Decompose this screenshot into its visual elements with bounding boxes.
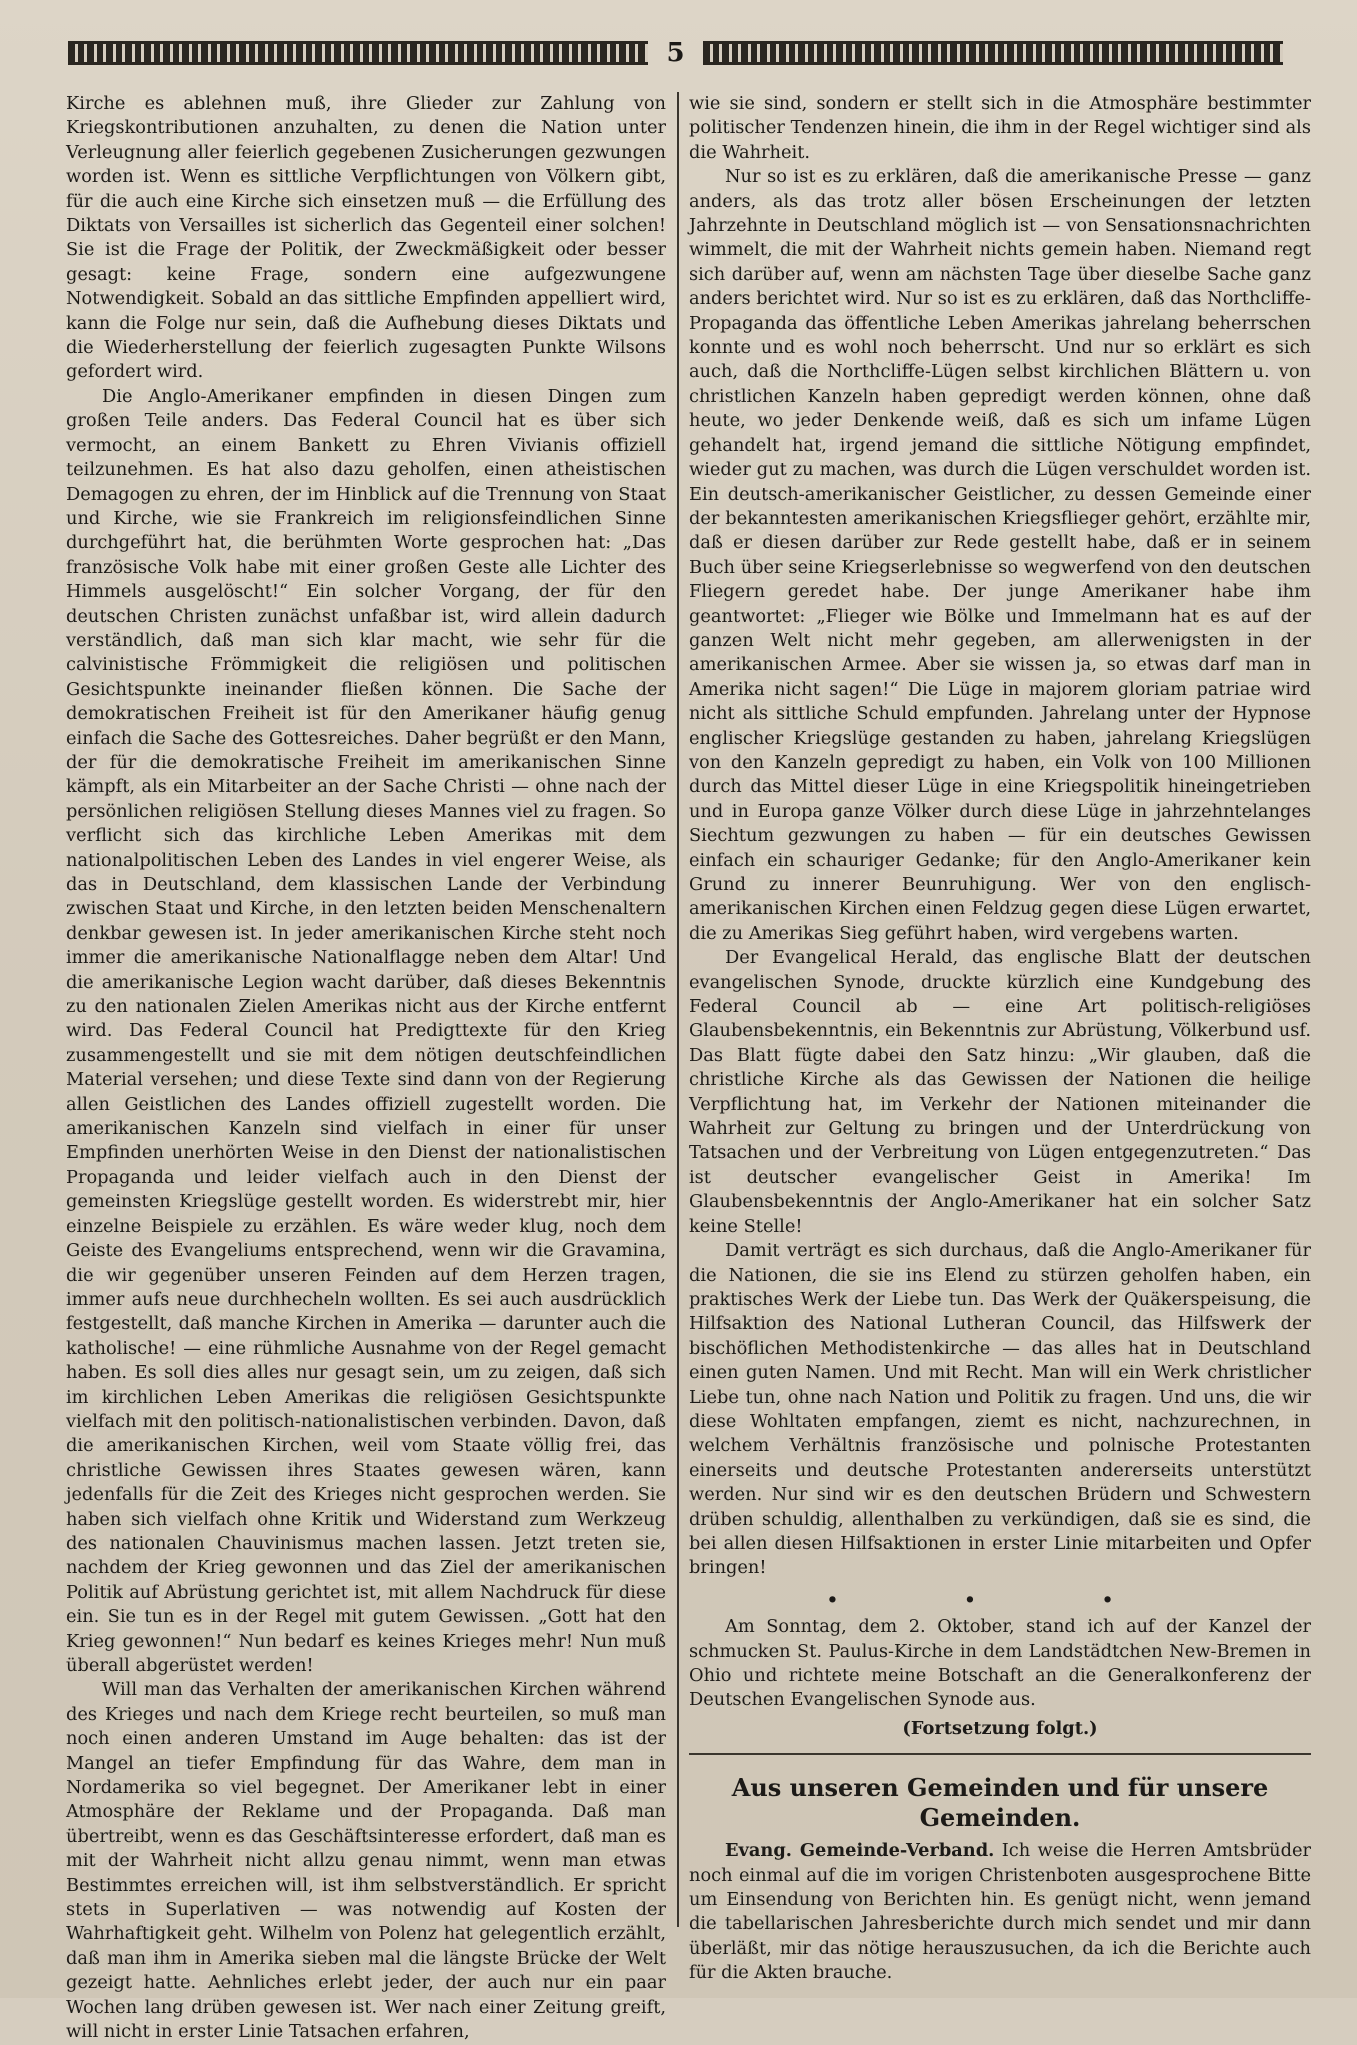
paragraph: Nur so ist es zu erklären, daß die amerikanische Presse — ganz anders, als das trotz aller bösen Erscheinungen der letzten Jahrzehnte in Deutschland möglich ist — von Sensationsnachrichten wimmelt, die mit der Wahrheit nichts gemein haben. Niemand regt sich darüber auf, wenn am nächsten Tage über dieselbe Sache ganz anders berichtet wird. Nur so ist es zu erklären, daß das Northcliffe-Propaganda das öffentliche Leben Amerikas jahrelang beherrschen konnte und es wohl noch beherrscht. Und nur so erklärt es sich auch, daß die Northcliffe-Lügen selbst kirchlichen Blättern u. von christlichen Kanzeln haben gepredigt werden können, ohne daß heute, wo jeder Denkende weiß, daß es sich um infame Lügen gehandelt hat, irgend jemand die sittliche Nötigung empfindet, wieder gut zu machen, was durch die Lügen verschuldet worden ist. Ein deutsch-amerikanischer Geistlicher, zu dessen Gemeinde einer der bekanntesten amerikanischen Kriegsflieger gehört, erzählte mir, daß er diesen darüber zur Rede gestellt habe, daß er in seinem Buch über seine Kriegserlebnisse so wegwerfend von den deutschen Fliegern geredet habe. Der junge Amerikaner habe ihm geantwortet: „Flieger wie Bölke und Immelmann hat es auf der ganzen Welt nicht mehr gegeben, am allerwenigsten in der amerikanischen Armee. Aber sie wissen ja, so etwas darf man in Amerika nicht sagen!“ Die Lüge in majorem gloriam patriae wird nicht als sittliche Schuld empfunden. Jahrelang unter der Hypnose englischer Kriegslüge gestanden zu haben, jahrelang Kriegslügen von den Kanzeln gepredigt zu haben, ein Volk von 100 Millionen durch das Mittel dieser Lüge in eine Kriegspolitik hineingetrieben und in Europa ganze Völker durch diese Lüge in jahrzehntelanges Siechtum gezwungen zu haben — für ein deutsches Gewissen einfach ein schauriger Gedanke; für den Anglo-Amerikaner kein Grund zu innerer Beunruhigung. Wer von den englisch-amerikanischen Kirchen einen Feldzug gegen diese Lügen erwartet, die zu Amerikas Sieg geführt haben, wird vergebens warten. xyxy=(689,166,1311,944)
section-text: Ich weise die Herren Amtsbrüder noch einmal auf die im vorigen Christenboten ausgesprochene Bitte um Einsendung von Berichten hin. Es genügt nicht, wenn jemand die tabellarischen Jahresberichte durch mich sendet und mir dann überläßt, mir das nötige herauszusuchen, da ich die Berichte auch für die Akten brauche. xyxy=(689,1840,1311,1984)
left-column xyxy=(66,92,666,2043)
paragraph: Die Anglo-Amerikaner empfinden in diesen Dingen zum großen Teile anders. Das Federal Council hat es über sich vermocht, an einem Bankett zu Ehren Vivianis offiziell teilzunehmen. Es hat also dazu geholfen, einen atheistischen Demagogen zu ehren, der im Hinblick auf die Trennung von Staat und Kirche, wie sie Frankreich im religionsfeindlichen Sinne durchgeführt hat, die berühmten Worte gesprochen hat: „Das französische Volk habe mit einer großen Geste alle Lichter des Himmels ausgelöscht!“ Ein solcher Vorgang, der für den deutschen Christen zunächst unfaßbar ist, wird allein dadurch verständlich, daß man sich klar macht, wie sehr für die calvinistische Frömmigkeit die religiösen und politischen Gesichtspunkte ineinander fließen können. Die Sache der demokratischen Freiheit ist für den Amerikaner häufig genug einfach die Sache des Gottesreiches. Daher begrüßt er den Mann, der für die demokratische Freiheit im amerikanischen Sinne kämpft, als ein Mitarbeiter an der Sache Christi — ohne nach der persönlichen religiösen Stellung dieses Mannes viel zu fragen. So verflicht sich das kirchliche Leben Amerikas mit dem nationalpolitischen Leben des Landes in viel engerer Weise, als das in Deutschland, dem klassischen Lande der Verbindung zwischen Staat und Kirche, in den letzten beiden Menschenaltern denkbar gewesen ist. In jeder amerikanischen Kirche steht noch immer die amerikanische Nationalflagge neben dem Altar! Und die amerikanische Legion wacht darüber, daß dieses Bekenntnis zu den nationalen Zielen Amerikas nicht aus der Kirche entfernt wird. Das Federal Council hat Predigttexte für den Krieg zusammengestellt und sie mit dem nötigen deutschfeindlichen Material versehen; und diese Texte sind dann von der Regierung allen Geistlichen des Landes offiziell zugestellt worden. Die amerikanischen Kanzeln sind vielfach in einer für unser Empfinden unerhörten Weise in den Dienst der nationalistischen Propaganda und leider vielfach auch in den Dienst der gemeinsten Kriegslüge gestellt worden. Es widerstrebt mir, hier einzelne Beispiele zu erzählen. Es wäre weder klug, noch dem Geiste des Evangeliums entsprechend, wenn wir die Gravamina, die wir gegenüber unseren Feinden auf dem Herzen tragen, immer aufs neue durchhecheln wollten. Es sei auch ausdrücklich festgestellt, daß manche Kirchen in Amerika — darunter auch die katholische! — eine rühmliche Ausnahme von der Regel gemacht haben. Es soll dies alles nur gesagt sein, um zu zeigen, daß sich im kirchlichen Leben Amerikas die religiösen Gesichtspunkte vielfach mit den politisch-nationalistischen verbinden. Davon, daß die amerikanischen Kirchen, weil vom Staate völlig frei, das christliche Gewissen ihres Staates gewesen wären, kann jedenfalls für die Zeit des Krieges nicht gesprochen werden. Sie haben sich vielfach ohne Kritik und Widerstand zum Werkzeug des nationalen Chauvinismus machen lassen. Jetzt treten sie, nachdem der Krieg gewonnen und das Ziel der amerikanischen Politik auf Abrüstung gerichtet ist, mit allem Nachdruck für diese ein. Sie tun es in der Regel mit gutem Gewissen. „Gott hat den Krieg gewonnen!“ Nun bedarf es keines Krieges mehr! Nun muß überall abgerüstet werden! xyxy=(66,385,666,1676)
header-ornament-right xyxy=(703,41,1283,65)
section-title: Aus unseren Gemeinden und für unsere Gemeinden. xyxy=(731,1773,1269,1833)
paragraph: Will man das Verhalten der amerikanischen Kirchen während des Krieges und nach dem Kriege recht beurteilen, so muß man noch einen anderen Umstand im Auge behalten: das ist der Mangel an tiefer Empfindung für das Wahre, dem man in Nordamerika so viel begegnet. Der Amerikaner lebt in einer Atmosphäre der Reklame und der Propaganda. Daß man übertreibt, wenn es das Geschäftsinteresse erfordert, daß man es mit der Wahrheit nicht allzu genau nimmt, wenn man etwas Bestimmtes erreichen will, ist ihm selbstverständlich. Er spricht stets in Superlativen — was notwendig auf Kosten der Wahrhaftigkeit geht. Wilhelm von Polenz hat gelegentlich erzählt, daß man ihm in Amerika sieben mal die längste Brücke der Welt gezeigt hatte. Aehnliches erlebt jeder, der auch nur ein paar Wochen lang drüben gewesen ist. Wer nach einer Zeitung greift, will nicht in erster Linie Tatsachen erfahren, xyxy=(66,1679,666,2043)
section-separator xyxy=(689,1753,1311,1755)
paragraph: wie sie sind, sondern er stellt sich in die Atmosphäre bestimmter politischer Tendenzen hinein, die ihm in der Regel wichtiger sind als die Wahrheit. xyxy=(689,93,1311,163)
column-divider xyxy=(677,92,679,1927)
right-column xyxy=(689,92,1311,1984)
paragraph: Der Evangelical Herald, das englische Blatt der deutschen evangelischen Synode, druckte kürzlich eine Kundgebung des Federal Council ab — eine Art politisch-religiöses Glaubensbekenntnis, ein Bekenntnis zur Abrüstung, Völkerbund usf. Das Blatt fügte dabei den Satz hinzu: „Wir glauben, daß die christliche Kirche als das Gewissen der Nationen die heilige Verpflichtung hat, im Verkehr der Nationen miteinander die Wahrheit zur Geltung zu bringen und der Unterdrückung von Tatsachen und der Verbreitung von Lügen entgegenzutreten.“ Das ist deutscher evangelischer Geist in Amerika! Im Glaubensbekenntnis der Anglo-Amerikaner hat ein solcher Satz keine Stelle! xyxy=(689,947,1311,1237)
section-lead: Evang. Gemeinde-Verband. xyxy=(725,1840,995,1862)
page-number: 5 xyxy=(666,38,685,68)
paragraph: Damit verträgt es sich durchaus, daß die Anglo-Amerikaner für die Nationen, die sie ins Elend zu stürzen geholfen haben, ein praktisches Werk der Liebe tun. Das Werk der Quäkerspeisung, die Hilfsaktion des National Lutheran Council, das Hilfswerk der bischöflichen Methodistenkirche — das alles hat in Deutschland einen guten Namen. Und mit Recht. Man will ein Werk christlicher Liebe tun, ohne nach Nation und Politik zu fragen. Und uns, die wir diese Wohltaten empfangen, ziemt es nicht, nachzurechnen, in welchem Verhältnis französische und polnische Protestanten einerseits und deutsche Protestanten andererseits unterstützt werden. Nur sind wir es den deutschen Brüdern und Schwestern drüben schuldig, allenthalben zu verkündigen, daß sie es sind, die bei allen diesen Hilfsaktionen in erster Linie mitarbeiten und Opfer bringen! xyxy=(689,1240,1311,1579)
section-break-dots: • • • xyxy=(826,1589,1174,1611)
continued-note: (Fortsetzung folgt.) xyxy=(902,1717,1098,1739)
closing-paragraph: Am Sonntag, dem 2. Oktober, stand ich auf der Kanzel der schmucken St. Paulus-Kirche in dem Landstädtchen New-Bremen in Ohio und richtete meine Botschaft an die Generalkonferenz der Deutschen Evangelischen Synode aus. xyxy=(689,1616,1311,1711)
paragraph: Kirche es ablehnen muß, ihre Glieder zur Zahlung von Kriegskontributionen anzuhalten, zu denen die Nation unter Verleugnung aller feierlich gegebenen Zusicherungen gezwungen worden ist. Wenn es sittliche Verpflichtungen von Völkern gibt, für die auch eine Kirche sich einsetzen muß — die Erfüllung des Diktats von Versailles ist sicherlich das Gegenteil einer solchen! Sie ist die Frage der Politik, der Zweckmäßigkeit oder besser gesagt: keine Frage, sondern eine aufgezwungene Notwendigkeit. Sobald an das sittliche Empfinden appelliert wird, kann die Folge nur sein, daß die Aufhebung dieses Diktats und die Wiederherstellung der feierlich zugesagten Punkte Wilsons gefordert wird. xyxy=(66,93,666,383)
page-header xyxy=(68,38,1283,68)
section-paragraph xyxy=(689,1839,1311,1985)
header-ornament-left xyxy=(68,41,648,65)
